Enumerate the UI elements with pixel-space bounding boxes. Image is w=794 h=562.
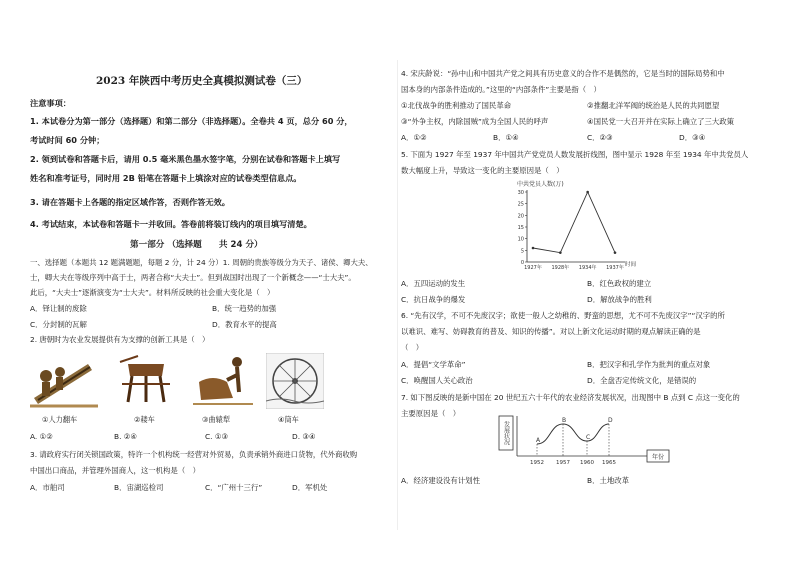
q5-line-1: 5. 下面为 1927 年至 1937 年中国共产党党员人数发展折线图，图中显示 1928 年至 1934 年中共党员人 <box>401 150 749 159</box>
note-3: 3. 请在答题卡上各题的指定区域作答，否则作答无效。 <box>30 197 230 207</box>
chart1-ytick-label: 25 <box>517 201 524 208</box>
column-divider <box>397 60 398 530</box>
chart1-ytick-label: 10 <box>517 236 524 243</box>
chart1-xlabel: 时间 <box>625 262 637 268</box>
q5-option-a[interactable]: A．五四运动的发生 <box>401 279 466 288</box>
note-1b: 考试时间 60 分钟； <box>30 135 105 145</box>
q3-option-c[interactable]: C．“广州十三行” <box>205 483 263 492</box>
q2-option-a[interactable]: A. ①② <box>30 432 53 441</box>
party-membership-chart <box>513 178 653 274</box>
chart2-xtick-label: 1960 <box>580 460 594 466</box>
q5-line-2: 数大幅度上升，导致这一变化的主要原因是（ ） <box>401 166 564 175</box>
q3-option-a[interactable]: A．市舶司 <box>30 483 65 492</box>
q1-option-c[interactable]: C．分封制的瓦解 <box>30 320 87 329</box>
chart1-ytick-label: 30 <box>517 190 524 196</box>
agriculture-trend-chart <box>497 414 675 466</box>
q7-line-1: 7. 如下图反映的是新中国在 20 世纪五六十年代的农业经济发展状况，出现图中 B 点到 C 点这一变化的 <box>401 393 740 402</box>
chart1-data-point <box>532 247 535 250</box>
q6-line-2: 以难识、难写、妨碍教育的普及、知识的传播”。对以上新文化运动时期的观点解读正确的是 <box>401 327 701 336</box>
notes-heading: 注意事项： <box>30 98 71 108</box>
q2-option-b[interactable]: B. ②④ <box>114 432 138 441</box>
q5-option-d[interactable]: D．解放战争的胜利 <box>587 295 652 304</box>
q2-caption-4: ④筒车 <box>278 415 299 424</box>
note-1a: 1. 本试卷分为第一部分（选择题）和第二部分（非选择题）。全卷共 4 页，总分 60 分， <box>30 116 353 126</box>
note-2b: 姓名和准考证号，同时用 2B 铅笔在答题卡上填涂对应的试卷类型信息点。 <box>30 173 302 183</box>
seed-drill-image <box>118 354 174 408</box>
right-column <box>401 0 773 562</box>
q4-option-a[interactable]: A．①② <box>401 133 427 142</box>
chart1-data-point <box>586 191 589 194</box>
chart2-xtick-label: 1965 <box>602 460 616 466</box>
chart1-data-point <box>614 251 617 254</box>
tube-waterwheel-image <box>266 353 324 409</box>
chart2-xlabel: 年份 <box>651 454 665 461</box>
note-2a: 2. 领到试卷和答题卡后，请用 0.5 毫米黑色墨水签字笔，分别在试卷和答题卡上填写 <box>30 154 341 164</box>
chart1-data-point <box>559 251 562 254</box>
q2-caption-1: ①人力翻车 <box>42 415 78 424</box>
q1-option-b[interactable]: B．统一趋势的加强 <box>212 304 277 313</box>
q4-option-b[interactable]: B．①④ <box>493 133 519 142</box>
q4-line-2: 国本身的内部条件造成的。”这里的“内部条件”主要是指（ ） <box>401 85 601 94</box>
q4-item-3: ③“外争主权，内除国贼”成为全国人民的呼声 <box>401 117 549 126</box>
q4-option-c[interactable]: C．②③ <box>587 133 613 142</box>
chart1-xtick-label: 1937年 <box>606 265 624 271</box>
q6-option-a[interactable]: A．提倡“文学革命” <box>401 360 466 369</box>
q4-option-d[interactable]: D．③④ <box>679 133 706 142</box>
chart1-xtick-label: 1928年 <box>551 265 570 271</box>
q2-option-c[interactable]: C. ①③ <box>205 432 229 441</box>
q3-option-d[interactable]: D．军机处 <box>292 483 328 492</box>
left-column <box>30 0 392 562</box>
exam-title: 2023 年陕西中考历史全真模拟测试卷（三） <box>96 75 308 87</box>
chart1-ytick-label: 20 <box>517 213 524 220</box>
q2-caption-3: ③曲辕犁 <box>202 415 231 424</box>
chart1-series-line <box>533 192 615 253</box>
q6-option-b[interactable]: B．把汉字和孔学作为批判的重点对象 <box>587 360 711 369</box>
chart2-ylabel: 发展状况 <box>502 421 510 445</box>
q2-line-1: 2. 唐朝时为农业发展提供有为支撑的创新工具是（ ） <box>30 335 210 344</box>
q1-line-1: 一、选择题（本题共 12 题满题题，每题 2 分，计 24 分）1. 周朝的贵族等级分为天子、诸侯、卿大夫、 <box>30 258 373 267</box>
q1-option-d[interactable]: D．教育水平的提高 <box>212 320 277 329</box>
q7-option-b[interactable]: B．土地改革 <box>587 476 630 485</box>
curved-plough-image <box>193 352 253 410</box>
q1-line-2: 士，卿大夫在等级序列中高于士，两者合称“大夫士”。但到战国时出现了一个新概念——“士大夫”。 <box>30 273 356 282</box>
q4-line-1: 4. 宋庆龄说：“孙中山和中国共产党之间具有历史意义的合作不是偶然的，它是当时的国际局势和中 <box>401 69 725 78</box>
q6-line-3: （ ） <box>401 343 424 352</box>
q6-line-1: 6. “先有汉学，不可不先废汉字；欲使一般人之幼稚的、野蛮的思想，尤不可不先废汉字”“汉字的所 <box>401 311 725 320</box>
q1-option-a[interactable]: A．铎让制的废除 <box>30 304 87 313</box>
q4-item-2: ②推翻北洋军阀的统治是人民的共同愿望 <box>587 101 720 110</box>
chart1-xtick-label: 1927年 <box>524 265 542 271</box>
q5-option-c[interactable]: C．抗日战争的爆发 <box>401 295 466 304</box>
q7-line-2: 主要原因是（ ） <box>401 409 461 418</box>
chart2-point-label: B <box>562 417 567 424</box>
q6-option-d[interactable]: D．全盘否定传统文化，是错误的 <box>587 376 697 385</box>
section-1-heading: 第一部分 （选择题 共 24 分） <box>130 240 263 250</box>
chart1-ytick-label: 15 <box>517 225 524 231</box>
q2-caption-2: ②耧车 <box>134 415 155 424</box>
q3-line-2: 中国出口商品，并管理外国商人，这一机构是（ ） <box>30 466 200 475</box>
q3-line-1: 3. 请政府实行闭关锁国政策，特许一个机构统一经营对外贸易，负责承销外商进口货物，代外商收购 <box>30 450 358 459</box>
q2-option-d[interactable]: D. ③④ <box>292 432 316 441</box>
chart2-point-label: D <box>608 417 613 424</box>
chart2-point-label: A <box>536 437 541 444</box>
chart2-series-curve <box>537 424 609 444</box>
chart1-ytick-label: 5 <box>520 248 524 255</box>
q5-option-b[interactable]: B．红色政权的建立 <box>587 279 652 288</box>
chart1-title: 中共党员人数(万) <box>517 181 564 188</box>
q3-option-b[interactable]: B．宙湖巡检司 <box>114 483 164 492</box>
chart2-xtick-label: 1957 <box>556 460 570 466</box>
q7-option-a[interactable]: A．经济建设没有计划性 <box>401 476 480 485</box>
chart1-xtick-label: 1934年 <box>578 265 597 271</box>
chart2-point-label: C <box>586 434 591 441</box>
human-waterwheel-image <box>30 352 98 410</box>
q4-item-4: ④国民党一大召开并在实际上确立了三大政策 <box>587 117 735 126</box>
q6-option-c[interactable]: C．唤醒国人关心政治 <box>401 376 473 385</box>
note-4: 4. 考试结束，本试卷和答题卡一并收回。答卷前将装订线内的项目填写清楚。 <box>30 219 312 229</box>
chart2-xtick-label: 1952 <box>530 460 544 466</box>
chart1-ytick-label: 0 <box>520 260 524 266</box>
q4-item-1: ①北伐战争的胜利推动了国民革命 <box>401 101 512 110</box>
q1-line-3: 此后，“大夫士”逐渐演变为“士大夫”。材料所反映的社会重大变化是（ ） <box>30 288 275 297</box>
